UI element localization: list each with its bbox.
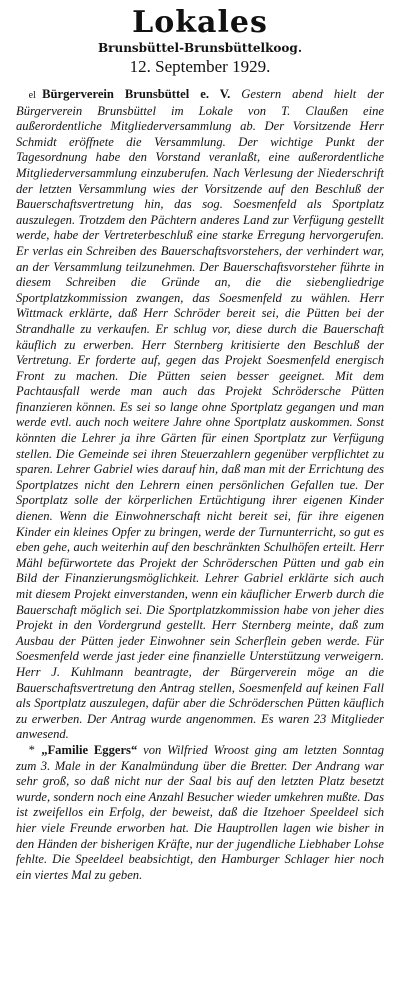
- article-buergerverein: [16, 87, 384, 743]
- article-familie-eggers: [16, 743, 384, 883]
- bullet-mark: *: [28, 742, 35, 757]
- issue-date: 12. September 1929.: [129, 57, 271, 76]
- masthead: [16, 6, 384, 77]
- section-title: Lokales: [132, 5, 268, 40]
- article-text: Gestern abend hielt der Bürgerverein Brunsbüttel im Lokale von T. Claußen eine außerordentliche Mitgliederversammlung ab. Der Vorsitzende Herr Schmidt eröffnete die Versammlung. Der wichtige Punkt der Tagesordnung habe den Vorstand veranlaßt, eine außerordentliche Mitgliederversammlung einzuberufen. Nach Verlesung der Niederschrift der letzten Versammlung wies der Vorsitzende auf den Beschluß der Bauerschaftsvertretung hin, das sog. Soesmenfeld als Sportplatz auszulegen. Trotzdem den Pächtern anderes Land zur Verfügung gestellt werde, habe der Vertreterbeschluß eine starke Erregung hervorgerufen. Er verlas ein Schreiben des Bauerschaftsvorstehers, der verhindert war, an der Versammlung teilzunehmen. Der Bauerschaftsvorsteher führte in diesem Schreiben die Gründe an, die die siebengliedrige Sportplatzkommission zwangen, das Soesmenfeld zu wählen. Herr Wittmack erklärte, daß Herr Schröder bereit sei, die Pütten bei der Strandhalle zu verkaufen. Er schlug vor, diese durch die Bauerschaft käuflich zu erwerben. Herr Sternberg kritisierte den Beschluß der Vertretung. Er forderte auf, gegen das Projekt Soesmenfeld energisch Front zu machen. Die Pütten seien besser geeignet. Mit dem Pachtausfall werde man auch das Projekt Schrödersche Pütten finanzieren können. Es sei so lange ohne Sportplatz gegangen und man werde evtl. auch noch weitere Jahre ohne Sportplatz auskommen. Sonst könnten die Lehrer ja ihre Gärten für einen Sportplatz zur Verfügung stellen. Die Gemeinde sei ihren Steuerzahlern gegenüber verpflichtet zu sparen. Lehrer Gabriel wies darauf hin, daß man mit der Errichtung des Sportplatzes nicht den Lehrern einen persönlichen Gefallen tue. Der Sportplatz solle der körperlichen Ertüchtigung ihrer eigenen Kinder dienen. Wenn die Einwohnerschaft nicht bereit sei, für ihre eigenen Kinder ein kleines Opfer zu bringen, werde der Turnunterricht, so gut es eben gehe, auch weiterhin auf den beschränkten Schulhöfen erteilt. Herr Mähl befürwortete das Projekt der Schröderschen Pütten und gab ein Bild der Finanzierungsmöglichkeit. Lehrer Gabriel erklärte sich auch mit diesem Projekt einverstanden, wenn ein käuflicher Erwerb durch die Bauerschaft möglich sei. Die Sportplatzkommission habe von jeher dies Projekt in den Vordergrund gestellt. Herr Sternberg meinte, daß zum Ausbau der Pütten jeder Einwohner sein Scherflein geben werde. Für Soesmenfeld werde jast jeder eine finanzielle Unterstützung verweigern. Herr J. Kuhlmann beantragte, der Bürgerverein möge an die Bauerschaftsvertretung den Antrag stellen, Soesmenfeld auf keinen Fall als Sportplatz auszulegen, dafür aber die Schröderschen Pütten käuflich zu erwerben. Der Antrag wurde angenommen. Es waren 23 Mitglieder anwesend.: [16, 87, 384, 742]
- location-heading: Brunsbüttel-Brunsbüttelkoog.: [98, 41, 302, 55]
- author-mark: el: [28, 90, 36, 101]
- article-lead: Bürgerverein Brunsbüttel e. V.: [42, 87, 231, 101]
- article-body: [16, 87, 384, 883]
- article-lead: „Familie Eggers“: [41, 742, 138, 757]
- article-text: von Wilfried Wroost ging am letzten Sonntag zum 3. Male in der Kanalmündung über die Bretter. Der Andrang war sehr groß, so daß nicht nur der Saal bis auf den letzten Platz besetzt wurde, sondern noch eine Anzahl Besucher wieder umkehren mußte. Das ist zweifellos ein Erfolg, der beweist, daß die Itzehoer Speeldeel sich hier viele Freunde erworben hat. Die Hauptrollen lagen wie bisher in den Händen der bisherigen Kräfte, nur der jugendliche Liebhaber Lohse fehlte. Die Speeldeel beabsichtigt, den Hamburger Schlager hier noch ein viertes Mal zu geben.: [16, 742, 385, 882]
